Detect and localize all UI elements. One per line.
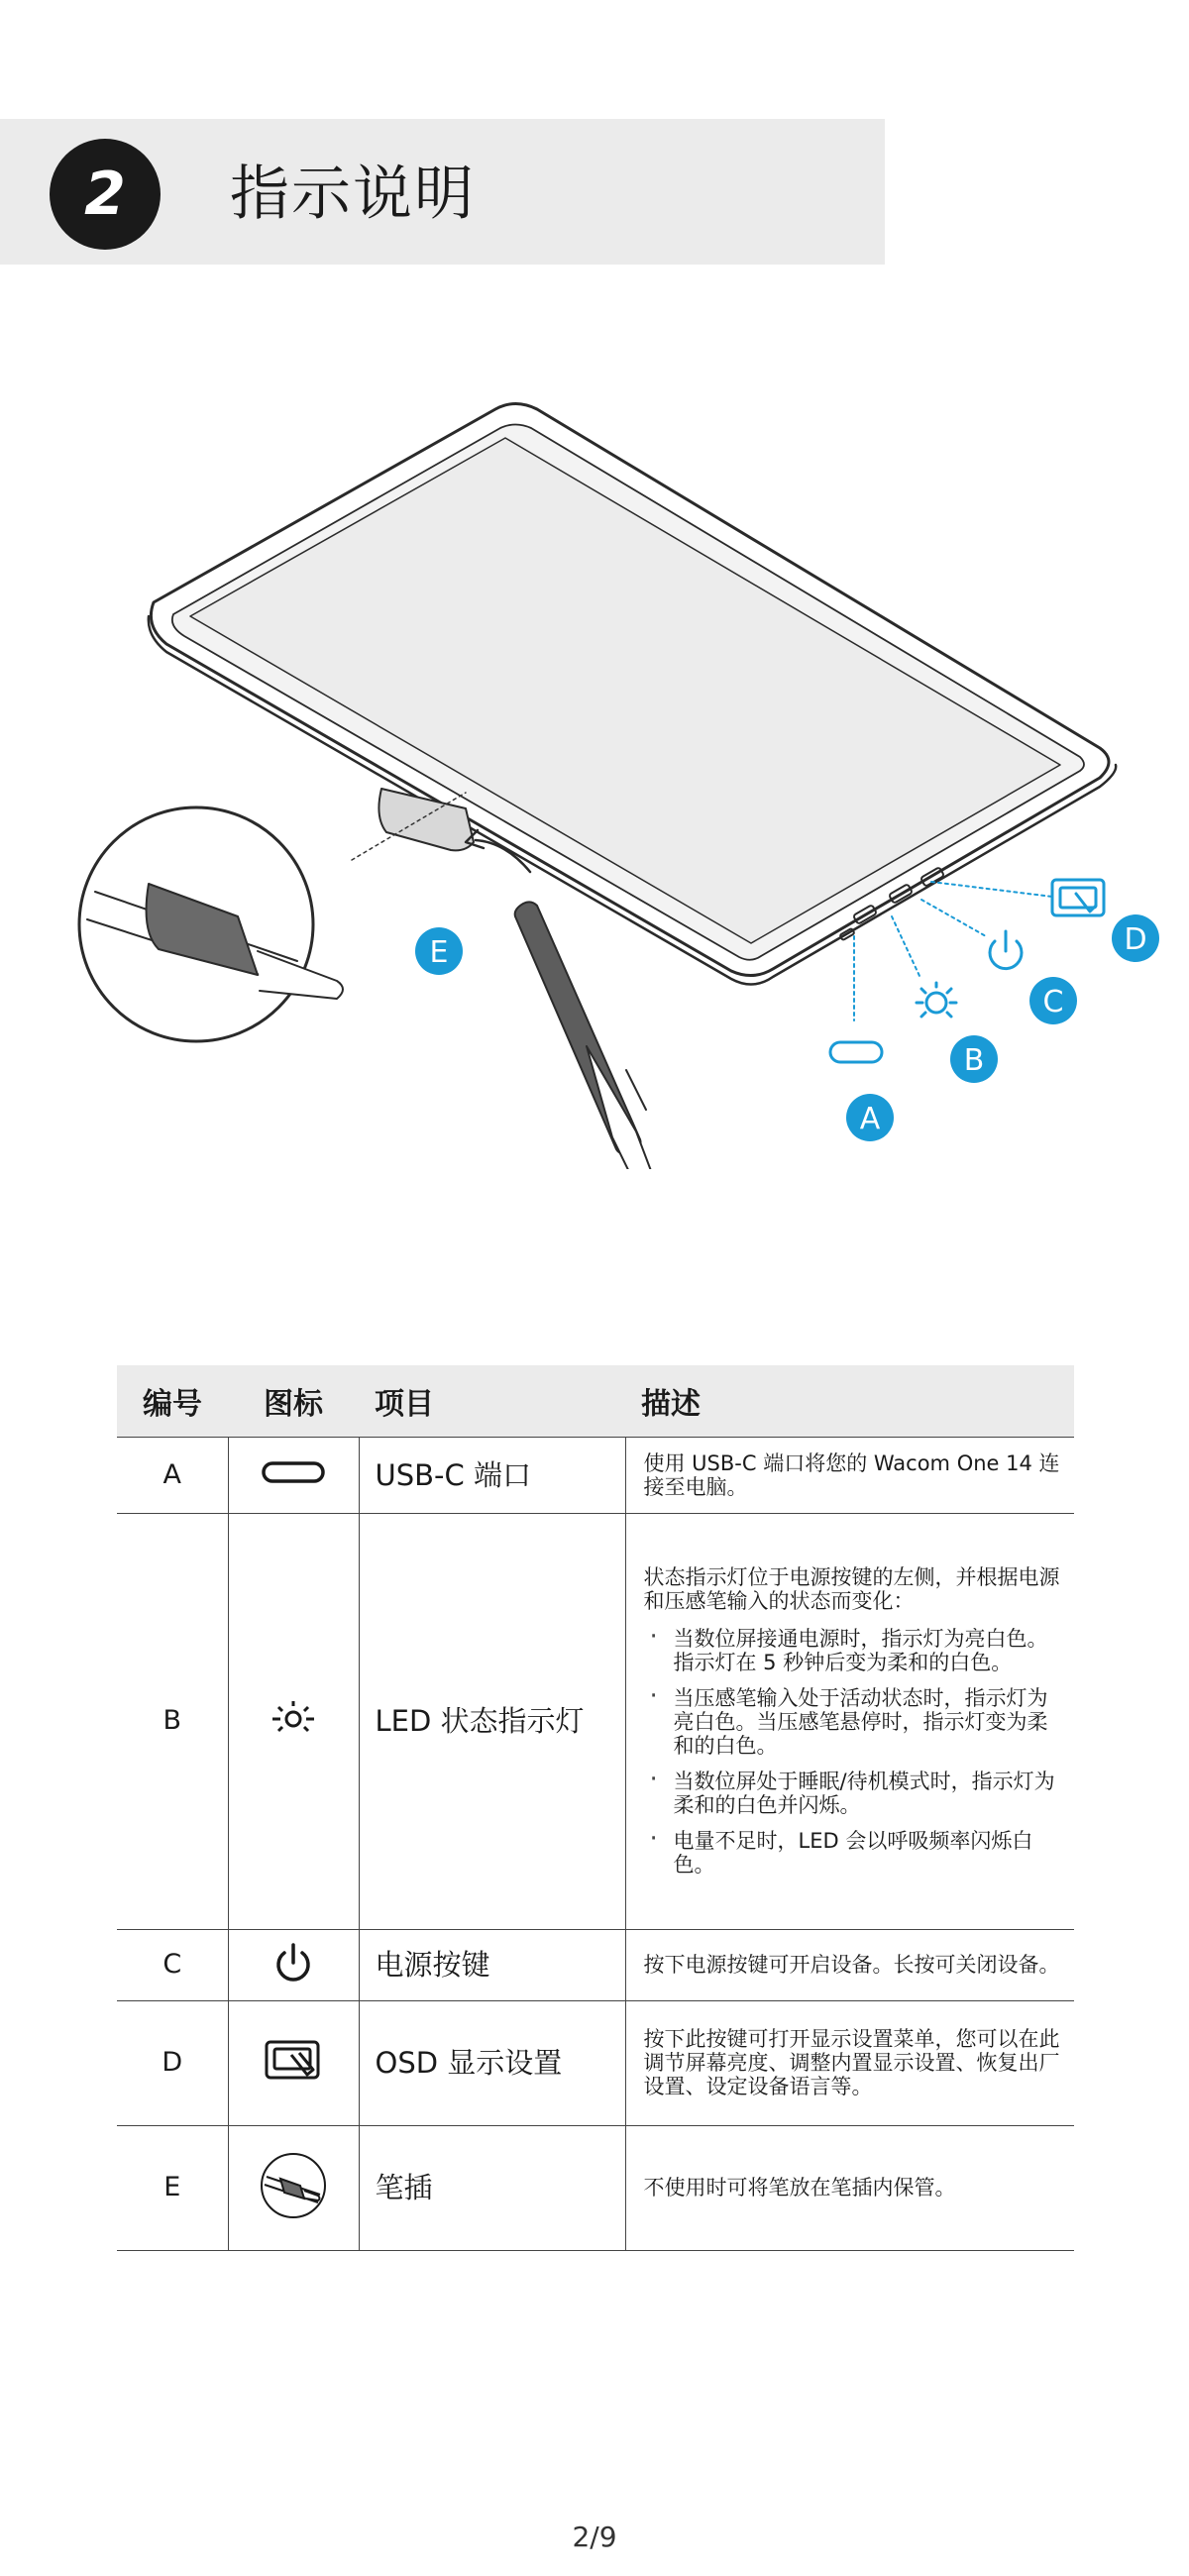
svg-text:C: C bbox=[1042, 985, 1064, 1020]
led-light-icon bbox=[228, 1513, 359, 1929]
row-description-intro: 状态指示灯位于电源按键的左侧，并根据电源和压感笔输入的状态而变化： bbox=[643, 1565, 1060, 1613]
row-description: 不使用时可将笔放在笔插内保管。 bbox=[625, 2125, 1074, 2250]
row-description: 按下此按键可打开显示设置菜单，您可以在此调节屏幕亮度、调整内置显示设置、恢复出厂设置、设定设备语言等。 bbox=[625, 2000, 1074, 2125]
power-callout-icon bbox=[990, 931, 1022, 969]
list-item: · 电量不足时，LED 会以呼吸频率闪烁白色。 bbox=[644, 1829, 1061, 1877]
row-description: 使用 USB-C 端口将您的 Wacom One 14 连接至电脑。 bbox=[625, 1437, 1074, 1513]
row-item: 笔插 bbox=[359, 2125, 625, 2250]
led-status-list bbox=[644, 1627, 1061, 1877]
row-item: LED 状态指示灯 bbox=[359, 1513, 625, 1929]
table-row bbox=[117, 1437, 1074, 1513]
row-code: C bbox=[117, 1929, 228, 2000]
osd-callout-icon bbox=[1052, 880, 1104, 915]
table-row bbox=[117, 2000, 1074, 2125]
row-code: E bbox=[117, 2125, 228, 2250]
stylus-pen bbox=[515, 902, 673, 1169]
tablet-illustration bbox=[0, 376, 1189, 1169]
header-item: 项目 bbox=[359, 1365, 625, 1437]
pen-holder-icon bbox=[228, 2125, 359, 2250]
row-item: 电源按键 bbox=[359, 1929, 625, 2000]
svg-text:B: B bbox=[963, 1043, 985, 1078]
usb-c-callout-icon bbox=[830, 1042, 882, 1062]
row-item: OSD 显示设置 bbox=[359, 2000, 625, 2125]
osd-settings-icon bbox=[228, 2000, 359, 2125]
list-item: · 当压感笔输入处于活动状态时，指示灯为亮白色。当压感笔悬停时，指示灯变为柔和的白色。 bbox=[644, 1686, 1061, 1758]
header-icon: 图标 bbox=[228, 1365, 359, 1437]
page-number: 2/9 bbox=[572, 2521, 617, 2553]
header-description: 描述 bbox=[625, 1365, 1074, 1437]
svg-text:D: D bbox=[1124, 922, 1147, 957]
row-description: 按下电源按键可开启设备。长按可关闭设备。 bbox=[625, 1929, 1074, 2000]
row-description bbox=[625, 1513, 1074, 1929]
spec-table bbox=[117, 1365, 1074, 2251]
row-item: USB-C 端口 bbox=[359, 1437, 625, 1513]
row-code: D bbox=[117, 2000, 228, 2125]
row-code: A bbox=[117, 1437, 228, 1513]
power-icon bbox=[228, 1929, 359, 2000]
svg-text:A: A bbox=[859, 1102, 881, 1136]
led-callout-icon bbox=[917, 983, 956, 1017]
usb-c-port-icon bbox=[228, 1437, 359, 1513]
table-row bbox=[117, 2125, 1074, 2250]
row-code: B bbox=[117, 1513, 228, 1929]
table-row bbox=[117, 1929, 1074, 2000]
table-header-row bbox=[117, 1365, 1074, 1437]
list-item: · 当数位屏处于睡眠/待机模式时，指示灯为柔和的白色并闪烁。 bbox=[644, 1770, 1061, 1817]
header-code: 编号 bbox=[117, 1365, 228, 1437]
page-title: 指示说明 bbox=[230, 160, 476, 229]
list-item: · 当数位屏接通电源时，指示灯为亮白色。指示灯在 5 秒钟后变为柔和的白色。 bbox=[644, 1627, 1061, 1674]
svg-text:E: E bbox=[429, 935, 449, 970]
step-number-badge: 2 bbox=[50, 139, 161, 250]
table-row bbox=[117, 1513, 1074, 1929]
